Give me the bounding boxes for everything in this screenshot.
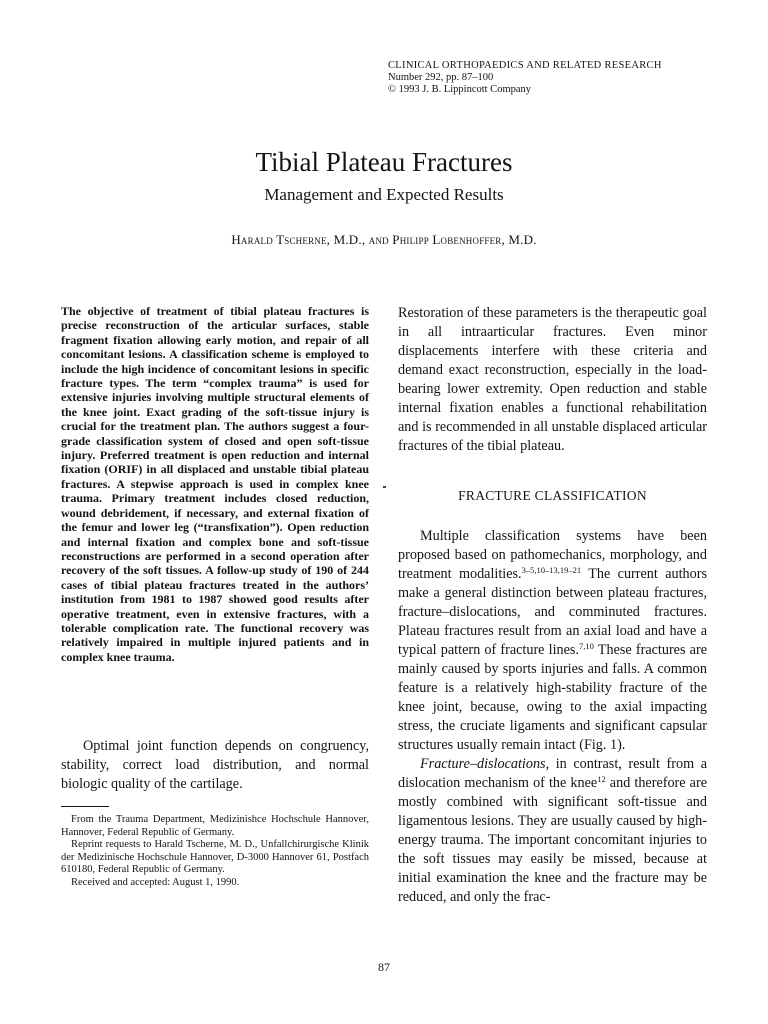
paragraph-text: These fractures are mainly caused by sports injuries and falls. A common feature is a relatively high-stability fracture of the knee joint, because, owing to the axial impacting stress, the cruciate ligaments and significant capsular structures usually remain intact (Fig. 1). (398, 642, 707, 753)
paragraph-text: in contrast, result from a dislocation mechanism of the knee (398, 756, 707, 791)
stray-mark (383, 486, 386, 488)
journal-header (388, 60, 728, 96)
citation-reference: 3–5,10–13,19–21 (521, 565, 582, 575)
article-authors: Harald Tscherne, M.D., and Philipp Lobenhoffer, M.D. (231, 232, 537, 247)
paragraph-text: The current authors make a general distinction between plateau fractures, fracture–dislocations, and comminuted fractures. Plateau fractures result from an axial load and have a typical pattern of fracture lines. (398, 566, 707, 658)
journal-name: CLINICAL ORTHOPAEDICS AND RELATED RESEARCH (388, 60, 662, 71)
footnote-reprint: Reprint requests to Harald Tscherne, M. D., Unfallchirurgische Klinik der Medizinische Hochschule Hannover, D-3000 Hannover 61, Postfach 610180, Federal Republic of Germany. (61, 839, 369, 876)
citation-reference: 12 (597, 774, 606, 784)
body-paragraph-intro: Optimal joint function depends on congruency, stability, correct load distribution, and normal biologic quality of the cartilage. (61, 738, 369, 792)
footnote-received: Received and accepted: August 1, 1990. (71, 876, 240, 888)
paragraph-text: and therefore are mostly combined with significant soft-tissue and ligamentous lesions. They are usually caused by high-energy trauma. The important concomitant injuries to the soft tissues may easily be missed, because at initial examination the knee and the fracture may be reduced, and only the frac- (398, 775, 707, 905)
footnote-rule (61, 806, 109, 807)
section-heading: FRACTURE CLASSIFICATION (458, 488, 647, 503)
right-column (398, 304, 707, 907)
abstract: The objective of treatment of tibial plateau fractures is precise reconstruction of the articular surfaces, stable fragment fixation allowing early motion, and repair of all concomitant lesions. A classification scheme is employed to include the high incidence of concomitant lesions in specific fracture types. The term “complex trauma” is used for extensive injuries involving multiple structural elements of the knee joint. Exact grading of the soft-tissue injury is crucial for the treatment plan. The authors suggest a four-grade classification system of closed and open soft-tissue injury. Preferred treatment is open reduction and internal fixation (ORIF) in all displaced and unstable tibial plateau fractures. A stepwise approach is used in complex knee trauma. Primary treatment includes closed reduction, wound debridement, if necessary, and external fixation of the femur and lower leg (“transfixation”). Open reduction and internal fixation and complex bone and soft-tissue reconstructions are performed in a second operation after recovery of the soft tissues. A follow-up study of 190 of 244 cases of tibial plateau fractures treated in the authors’ institution from 1981 to 1987 showed good results after operative treatment, even in extensive fractures, with a tolerable complication rate. The functional recovery was relatively impaired in multiple injured patients and in complex knee trauma. (61, 304, 369, 664)
page-number: 87 (378, 960, 390, 974)
citation-reference: 7,10 (579, 641, 594, 651)
body-paragraph-dislocations (398, 755, 707, 907)
article-title: Tibial Plateau Fractures (255, 147, 513, 177)
journal-copyright: © 1993 J. B. Lippincott Company (388, 84, 532, 95)
article-subtitle: Management and Expected Results (264, 185, 504, 204)
journal-number: Number 292, pp. 87–100 (388, 72, 494, 83)
body-paragraph-restoration: Restoration of these parameters is the therapeutic goal in all intraarticular fractures. Even minor displacements interfere with these criteria and demand exact reconstruction, especially in the load-bearing lower extremity. Open reduction and stable internal fixation enables a functional rehabilitation and is recommended in all unstable displaced articular fractures of the tibial plateau. (398, 305, 707, 454)
footnotes (61, 814, 369, 890)
italic-term: Fracture–dislocations, (420, 756, 550, 772)
body-paragraph-classification (398, 527, 707, 755)
footnote-affiliation: From the Trauma Department, Medizinishce Hochschule Hannover, Hannover, Federal Republic of Germany. (61, 814, 369, 838)
paragraph-text: Multiple classification systems have been proposed based on pathomechanics, morphology, and treatment modalities. (398, 528, 707, 582)
